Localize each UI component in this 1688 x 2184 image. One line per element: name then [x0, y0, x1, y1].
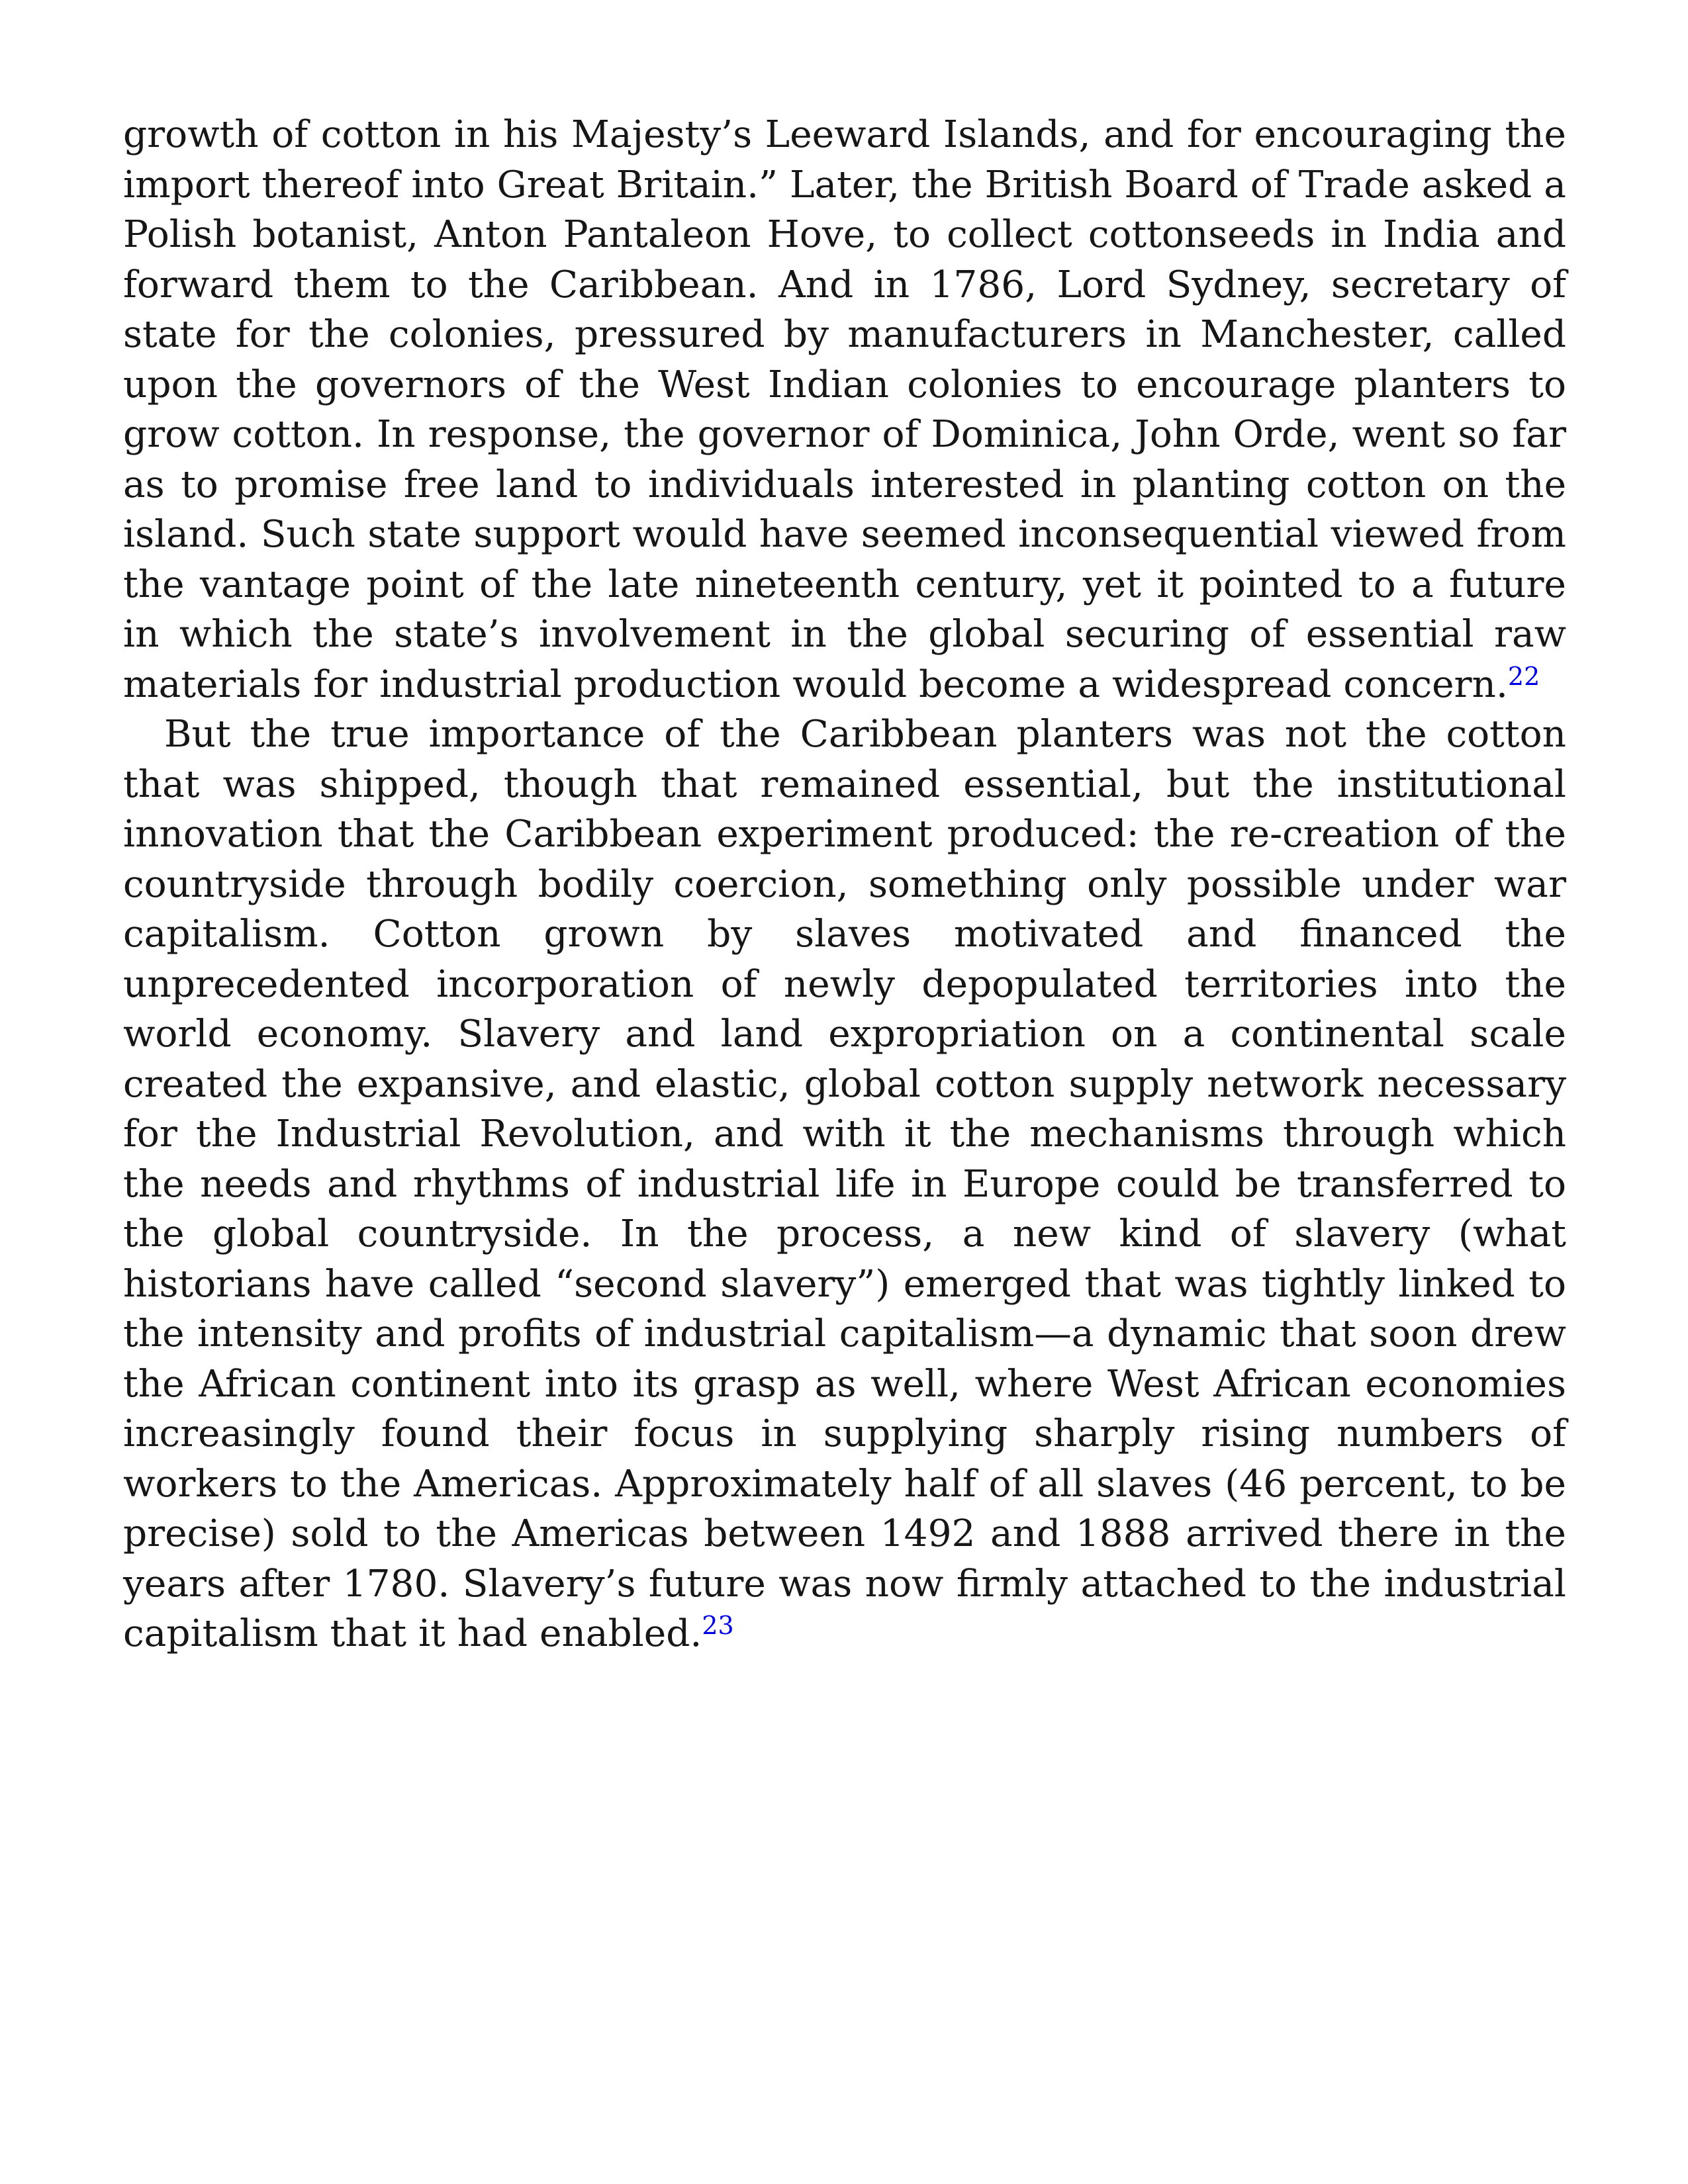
page-body	[123, 110, 1566, 1659]
paragraph-1-text: growth of cotton in his Majesty’s Leeward Islands, and for encouraging the import thereof into Great Britain.” Later, the British Board of Trade asked a Polish botanist, Anton Pantaleon Hove, to collect cottonseeds in India and forward them to the Caribbean. And in 1786, Lord Sydney, secretary of state for the colonies, pressured by manufacturers in Manchester, called upon the governors of the West Indian colonies to encourage planters to grow cotton. In response, the governor of Dominica, John Orde, went so far as to promise free land to individuals interested in planting cotton on the island. Such state support would have seemed inconsequential viewed from the vantage point of the late nineteenth century, yet it pointed to a future in which the state’s involvement in the global securing of essential raw materials for industrial production would become a widespread concern.	[123, 113, 1566, 706]
paragraph-1	[123, 110, 1566, 709]
paragraph-2	[123, 709, 1566, 1659]
footnote-ref-23[interactable]: 23	[702, 1611, 734, 1640]
paragraph-2-text: But the true importance of the Caribbean planters was not the cotton that was shipped, though that remained essential, but the institutional innovation that the Caribbean experiment produced: the re-creation of the countryside through bodily coercion, something only possible under war capitalism. Cotton grown by slaves motivated and financed the unprecedented incorporation of newly depopulated territories into the world economy. Slavery and land expropriation on a continental scale created the expansive, and elastic, global cotton supply network necessary for the Industrial Revolution, and with it the mechanisms through which the needs and rhythms of industrial life in Europe could be transferred to the global countryside. In the process, a new kind of slavery (what historians have called “second slavery”) emerged that was tightly linked to the intensity and profits of industrial capitalism—a dynamic that soon drew the African continent into its grasp as well, where West African economies increasingly found their focus in supplying sharply rising numbers of workers to the Americas. Approximately half of all slaves (46 percent, to be precise) sold to the Americas between 1492 and 1888 arrived there in the years after 1780. Slavery’s future was now firmly attached to the industrial capitalism that it had enabled.	[123, 713, 1566, 1655]
footnote-ref-22[interactable]: 22	[1507, 661, 1540, 691]
